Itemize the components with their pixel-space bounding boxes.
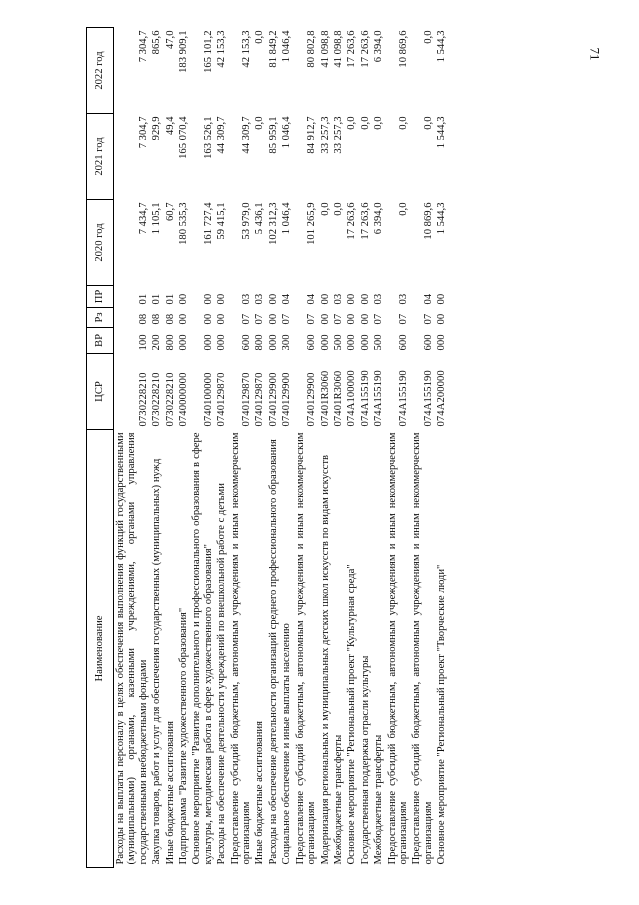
cell-2020: 0,0 [397,202,409,216]
table-row [345,28,358,868]
cell-rz: 08 [137,313,149,325]
cell-name: Подпрограмма "Развитие художественного образования" [178,607,190,865]
cell-2021: 44 309,7 [216,116,228,154]
cell-2021: 1 046,4 [281,116,293,149]
cell-pr: 03 [397,293,409,305]
table-row [150,28,163,868]
cell-2021: 163 526,1 [202,116,214,159]
cell-name: Закупка товаров, работ и услуг для обеспечения государственных (муниципальных) нужд [151,458,163,865]
cell-rz: 07 [241,313,253,325]
cell-rz: 07 [332,313,344,325]
cell-2021: 7 304,7 [137,116,149,149]
budget-table [86,27,449,868]
cell-vr: 000 [346,334,358,351]
cell-2022: 865,6 [151,30,163,55]
cell-2022: 17 263,6 [346,30,358,68]
cell-vr: 600 [397,334,409,351]
cell-name: Межбюджетные трансферты [332,734,344,865]
cell-2021: 0,0 [346,116,358,130]
cell-2021: 33 257,3 [332,116,344,154]
cell-2021: 0,0 [359,116,371,130]
cell-2021: 0,0 [397,116,409,130]
header-vr: ВР [87,328,114,354]
cell-2020: 60,7 [164,202,176,222]
cell-csr: 0730228210 [137,372,149,427]
cell-rz: 08 [164,313,176,325]
cell-name: Модернизация региональных и муниципальных детских школ искусств по видам искусств [319,454,331,865]
cell-2020: 17 263,6 [359,202,371,240]
cell-2021: 929,9 [151,116,163,141]
cell-csr: 074A100000 [346,370,358,427]
cell-pr: 04 [422,293,434,305]
table-row [114,28,151,868]
cell-rz: 00 [178,313,190,325]
cell-vr: 100 [137,334,149,351]
cell-rz: 00 [202,313,214,325]
cell-2022: 0,0 [254,30,266,44]
cell-csr: 0740129900 [267,372,279,427]
cell-2022: 0,0 [422,30,434,44]
cell-name: Предоставление субсидий бюджетным, автономным учреждениям и иным некоммерческим организациям [294,432,318,865]
cell-2021: 165 070,4 [178,116,190,159]
table-row [177,28,190,868]
cell-name: Основное мероприятие "Региональный проект "Культурная среда" [346,564,358,865]
cell-pr: 00 [319,293,331,305]
cell-2020: 180 535,3 [178,202,190,245]
cell-rz: 07 [254,313,266,325]
cell-pr: 01 [151,293,163,305]
cell-csr: 0740129900 [281,372,293,427]
cell-csr: 074A200000 [436,370,448,427]
rotated-page-content [86,28,639,868]
cell-csr: 0740129870 [241,372,253,427]
table-row [294,28,319,868]
table-row [280,28,293,868]
cell-csr: 0740000000 [178,372,190,427]
cell-2022: 42 153,3 [241,30,253,68]
cell-2022: 47,0 [164,30,176,50]
cell-rz: 00 [359,313,371,325]
cell-name: Предоставление субсидий бюджетным, автономным учреждениям и иным некоммерческим организациям [386,432,409,865]
cell-rz: 07 [306,313,318,325]
cell-csr: 074A155190 [422,370,434,427]
cell-name: Иные бюджетные ассигнования [254,721,266,865]
header-name: Наименование [87,430,114,868]
cell-2020: 102 312,3 [267,202,279,245]
cell-pr: 01 [164,293,176,305]
page-number: 71 [587,47,603,61]
cell-vr: 000 [319,334,331,351]
cell-csr: 0730228210 [164,372,176,427]
cell-2021: 1 544,3 [436,116,448,149]
cell-2020: 59 415,1 [216,202,228,240]
cell-pr: 04 [306,293,318,305]
table-row [164,28,177,868]
header-csr: ЦСР [87,354,114,430]
cell-name: Расходы на обеспечение деятельности учреждений по внешкольной работе с детьми [216,483,228,865]
cell-csr: 07401R3060 [332,370,344,427]
cell-2022: 1 046,4 [281,30,293,63]
cell-csr: 0740100000 [202,372,214,427]
cell-csr: 074A155190 [373,370,385,427]
cell-pr: 00 [346,293,358,305]
cell-pr: 03 [254,293,266,305]
cell-rz: 00 [319,313,331,325]
cell-rz: 08 [151,313,163,325]
cell-2021: 0,0 [254,116,266,130]
cell-2021: 49,4 [164,116,176,136]
cell-2022: 183 909,1 [178,30,190,73]
cell-pr: 04 [281,293,293,305]
cell-rz: 00 [216,313,228,325]
cell-csr: 074A155190 [359,370,371,427]
cell-vr: 000 [436,334,448,351]
cell-2021: 0,0 [373,116,385,130]
cell-vr: 000 [216,334,228,351]
table-row [386,28,411,868]
cell-2022: 7 304,7 [137,30,149,63]
table-row [435,28,448,868]
cell-pr: 00 [178,293,190,305]
cell-2020: 0,0 [319,202,331,216]
cell-pr: 03 [241,293,253,305]
cell-pr: 00 [359,293,371,305]
cell-rz: 00 [346,313,358,325]
cell-name: Расходы на выплаты персоналу в целях обеспечения выполнения функций государственными (муниципальными) органами, казенными учреждениями, органами управления государственными внебюджетными фондами [115,432,149,865]
cell-2020: 10 869,6 [422,202,434,240]
cell-2020: 161 727,4 [202,202,214,245]
cell-2020: 53 979,0 [241,202,253,240]
cell-2022: 17 263,6 [359,30,371,68]
header-rz: Рз [87,308,114,328]
cell-2022: 10 869,6 [397,30,409,68]
cell-csr: 074A155190 [397,370,409,427]
header-2022: 2022 год [87,28,114,114]
cell-name: Расходы на обеспечение деятельности организаций среднего профессионального образования [267,439,279,865]
cell-rz: 07 [422,313,434,325]
cell-2020: 17 263,6 [346,202,358,240]
header-2021: 2021 год [87,114,114,200]
cell-csr: 0740129900 [306,372,318,427]
cell-2021: 33 257,3 [319,116,331,154]
cell-vr: 800 [164,334,176,351]
cell-vr: 000 [202,334,214,351]
table-row [372,28,385,868]
cell-rz: 00 [436,313,448,325]
cell-name: Основное мероприятие "Региональный проект "Творческие люди" [436,564,448,865]
cell-2021: 44 309,7 [241,116,253,154]
cell-2021: 0,0 [422,116,434,130]
cell-name: Предоставление субсидий бюджетным, автономным учреждениям и иным некоммерческим организациям [229,432,253,865]
cell-vr: 800 [254,334,266,351]
table-row [215,28,228,868]
cell-pr: 00 [202,293,214,305]
cell-2022: 1 544,3 [436,30,448,63]
cell-csr: 0740129870 [254,372,266,427]
table-row [359,28,372,868]
cell-rz: 07 [373,313,385,325]
cell-csr: 07401R3060 [319,370,331,427]
cell-2020: 0,0 [332,202,344,216]
cell-2020: 6 394,0 [373,202,385,235]
cell-name: Межбюджетные трансферты [373,734,385,865]
cell-name: Основное мероприятие "Развитие дополнительного и профессионального образования в сфере культуры, методическая работа в сфере художественного образования" [191,432,214,865]
table-row [332,28,345,868]
cell-name: Предоставление субсидий бюджетным, автономным учреждениям и иным некоммерческим организациям [411,432,434,865]
cell-pr: 01 [137,293,149,305]
cell-2022: 41 098,8 [319,30,331,68]
cell-name: Социальное обеспечение и иные выплаты населению [281,623,293,865]
cell-vr: 000 [267,334,279,351]
cell-2022: 80 802,8 [306,30,318,68]
cell-2022: 41 098,8 [332,30,344,68]
cell-2020: 5 436,1 [254,202,266,235]
cell-rz: 07 [397,313,409,325]
table-row [190,28,215,868]
cell-2022: 42 153,3 [216,30,228,68]
cell-csr: 0740129870 [216,372,228,427]
cell-vr: 600 [422,334,434,351]
cell-vr: 300 [281,334,293,351]
cell-2020: 1 544,3 [436,202,448,235]
table-row [253,28,266,868]
cell-vr: 500 [332,334,344,351]
cell-csr: 0730228210 [151,372,163,427]
cell-pr: 00 [436,293,448,305]
table-row [319,28,332,868]
header-2020: 2020 год [87,200,114,286]
header-pr: ПР [87,286,114,308]
cell-2021: 85 959,1 [267,116,279,154]
cell-rz: 00 [267,313,279,325]
cell-pr: 00 [216,293,228,305]
table-header-row [87,28,114,868]
cell-2021: 84 912,7 [306,116,318,154]
cell-vr: 600 [241,334,253,351]
cell-name: Иные бюджетные ассигнования [164,721,176,865]
cell-2020: 7 434,7 [137,202,149,235]
cell-pr: 00 [267,293,279,305]
cell-2022: 6 394,0 [373,30,385,63]
cell-2020: 101 265,9 [306,202,318,245]
cell-vr: 000 [178,334,190,351]
cell-vr: 200 [151,334,163,351]
cell-name: Государственная поддержка отрасли культуры [359,655,371,865]
cell-pr: 03 [332,293,344,305]
cell-vr: 600 [306,334,318,351]
cell-pr: 03 [373,293,385,305]
cell-2020: 1 105,1 [151,202,163,235]
cell-rz: 07 [281,313,293,325]
cell-vr: 000 [359,334,371,351]
table-row [229,28,254,868]
cell-vr: 500 [373,334,385,351]
cell-2022: 81 849,2 [267,30,279,68]
cell-2022: 165 101,2 [202,30,214,73]
cell-2020: 1 046,4 [281,202,293,235]
table-row [267,28,280,868]
table-row [410,28,435,868]
